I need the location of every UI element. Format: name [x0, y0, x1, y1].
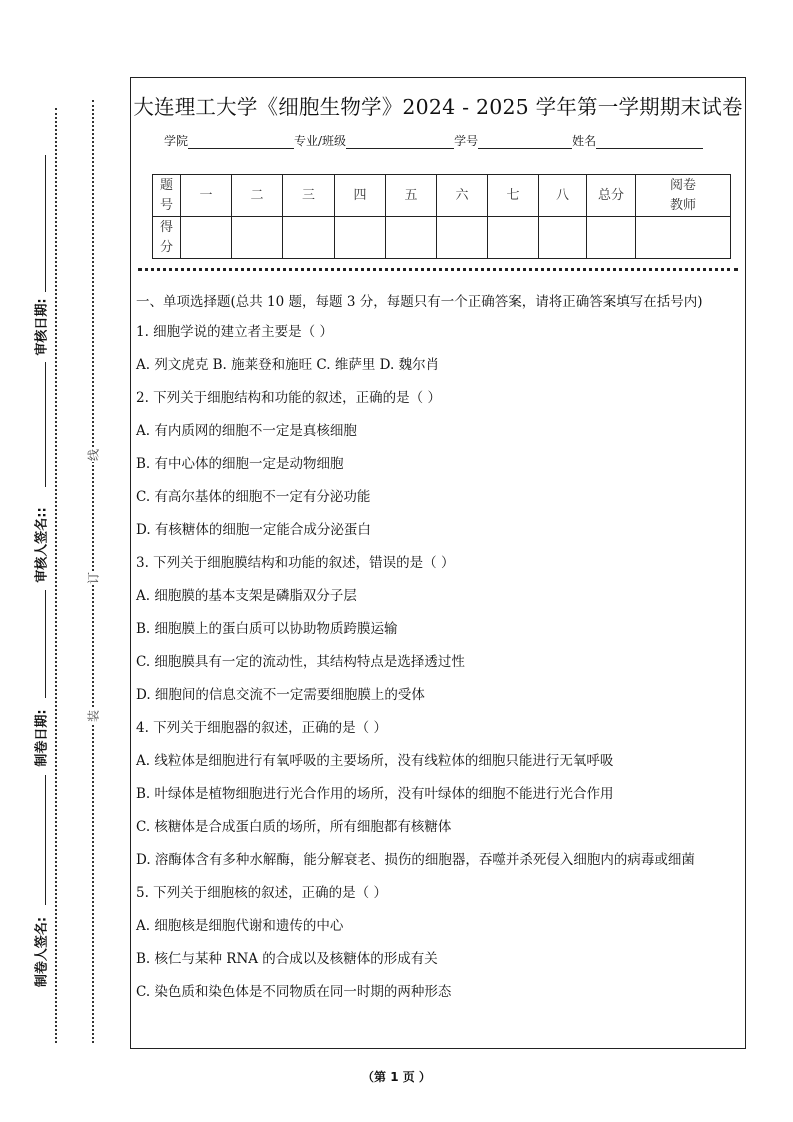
answer-option: A. 有内质网的细胞不一定是真核细胞 [136, 423, 357, 439]
answer-option: C. 染色质和染色体是不同物质在同一时期的两种形态 [136, 984, 452, 1000]
question-number-header: 题 号 [153, 175, 181, 217]
name-field[interactable] [596, 134, 703, 149]
student-info-fields [164, 132, 703, 149]
score-cell-total[interactable] [587, 217, 636, 259]
answer-option: B. 核仁与某种 RNA 的合成以及核糖体的形成有关 [136, 951, 438, 967]
dotted-separator [138, 268, 738, 271]
major-class-label: 专业/班级 [294, 134, 347, 148]
answer-option: A. 细胞核是细胞代谢和遗传的中心 [136, 918, 344, 934]
col-5: 五 [386, 175, 437, 217]
col-8: 八 [539, 175, 587, 217]
binding-mark-line: 线 [86, 448, 101, 462]
question-stem: 3. 下列关于细胞膜结构和功能的叙述，错误的是（ ） [136, 555, 455, 571]
col-7: 七 [488, 175, 539, 217]
col-6: 六 [437, 175, 488, 217]
author-date-label: 制卷日期: [34, 709, 50, 767]
outer-dotted-line [55, 108, 57, 1043]
total-score-header: 总分 [587, 175, 636, 217]
question-section [136, 291, 740, 1014]
author-signature-line [45, 775, 46, 905]
score-table-score-row [153, 217, 731, 259]
major-class-field[interactable] [346, 134, 454, 149]
answer-option: A. 列文虎克 B. 施莱登和施旺 C. 维萨里 D. 魏尔肖 [136, 357, 440, 373]
col-3: 三 [283, 175, 335, 217]
score-cell-7[interactable] [488, 217, 539, 259]
score-cell-2[interactable] [232, 217, 283, 259]
score-row-label: 得 分 [153, 217, 181, 259]
section-heading: 一、单项选择题(总共 10 题，每题 3 分，每题只有一个正确答案，请将正确答案填写在括号内) [136, 294, 703, 310]
reviewer-signature-line [45, 362, 46, 487]
col-1: 一 [181, 175, 232, 217]
answer-option: D. 溶酶体含有多种水解酶，能分解衰老、损伤的细胞器，吞噬并杀死侵入细胞内的病毒或细菌 [136, 852, 695, 868]
answer-option: C. 核糖体是合成蛋白质的场所，所有细胞都有核糖体 [136, 819, 452, 835]
page-number: （第 1 页 ） [362, 1070, 431, 1084]
question-stem: 1. 细胞学说的建立者主要是（ ） [136, 324, 333, 340]
grader-header: 阅卷 教师 [636, 175, 731, 217]
answer-option: C. 细胞膜具有一定的流动性，其结构特点是选择透过性 [136, 654, 465, 670]
author-date-line [45, 590, 46, 698]
score-cell-5[interactable] [386, 217, 437, 259]
score-table [152, 174, 731, 259]
exam-title: 大连理工大学《细胞生物学》2024 - 2025 学年第一学期期末试卷 [133, 95, 743, 119]
reviewer-signature-label: 审核人签名:: [34, 507, 50, 583]
score-cell-grader[interactable] [636, 217, 731, 259]
score-cell-6[interactable] [437, 217, 488, 259]
answer-option: A. 线粒体是细胞进行有氧呼吸的主要场所，没有线粒体的细胞只能进行无氧呼吸 [136, 753, 614, 769]
answer-option: A. 细胞膜的基本支架是磷脂双分子层 [136, 588, 357, 604]
question-stem: 4. 下列关于细胞器的叙述，正确的是（ ） [136, 720, 387, 736]
score-cell-1[interactable] [181, 217, 232, 259]
col-4: 四 [335, 175, 386, 217]
binding-mark-bind: 装 [86, 709, 101, 723]
score-table-header-row [153, 175, 731, 217]
college-label: 学院 [164, 134, 189, 148]
college-field[interactable] [188, 134, 294, 149]
score-cell-4[interactable] [335, 217, 386, 259]
answer-option: C. 有高尔基体的细胞不一定有分泌功能 [136, 489, 371, 505]
question-stem: 2. 下列关于细胞结构和功能的叙述，正确的是（ ） [136, 390, 441, 406]
student-id-label: 学号 [454, 134, 479, 148]
answer-option: D. 细胞间的信息交流不一定需要细胞膜上的受体 [136, 687, 425, 703]
answer-option: D. 有核糖体的细胞一定能合成分泌蛋白 [136, 522, 371, 538]
binding-mark-staple: 订 [86, 571, 101, 585]
answer-option: B. 有中心体的细胞一定是动物细胞 [136, 456, 344, 472]
student-id-field[interactable] [478, 134, 572, 149]
name-label: 姓名 [572, 134, 597, 148]
question-list [136, 321, 740, 1003]
col-2: 二 [232, 175, 283, 217]
author-signature-label: 制卷人签名: [34, 916, 50, 988]
answer-option: B. 细胞膜上的蛋白质可以协助物质跨膜运输 [136, 621, 398, 637]
review-date-line [45, 155, 46, 292]
score-cell-3[interactable] [283, 217, 335, 259]
exam-page-frame [130, 77, 746, 1049]
review-date-label: 审核日期: [34, 298, 50, 356]
score-cell-8[interactable] [539, 217, 587, 259]
question-stem: 5. 下列关于细胞核的叙述，正确的是（ ） [136, 885, 387, 901]
answer-option: B. 叶绿体是植物细胞进行光合作用的场所，没有叶绿体的细胞不能进行光合作用 [136, 786, 614, 802]
